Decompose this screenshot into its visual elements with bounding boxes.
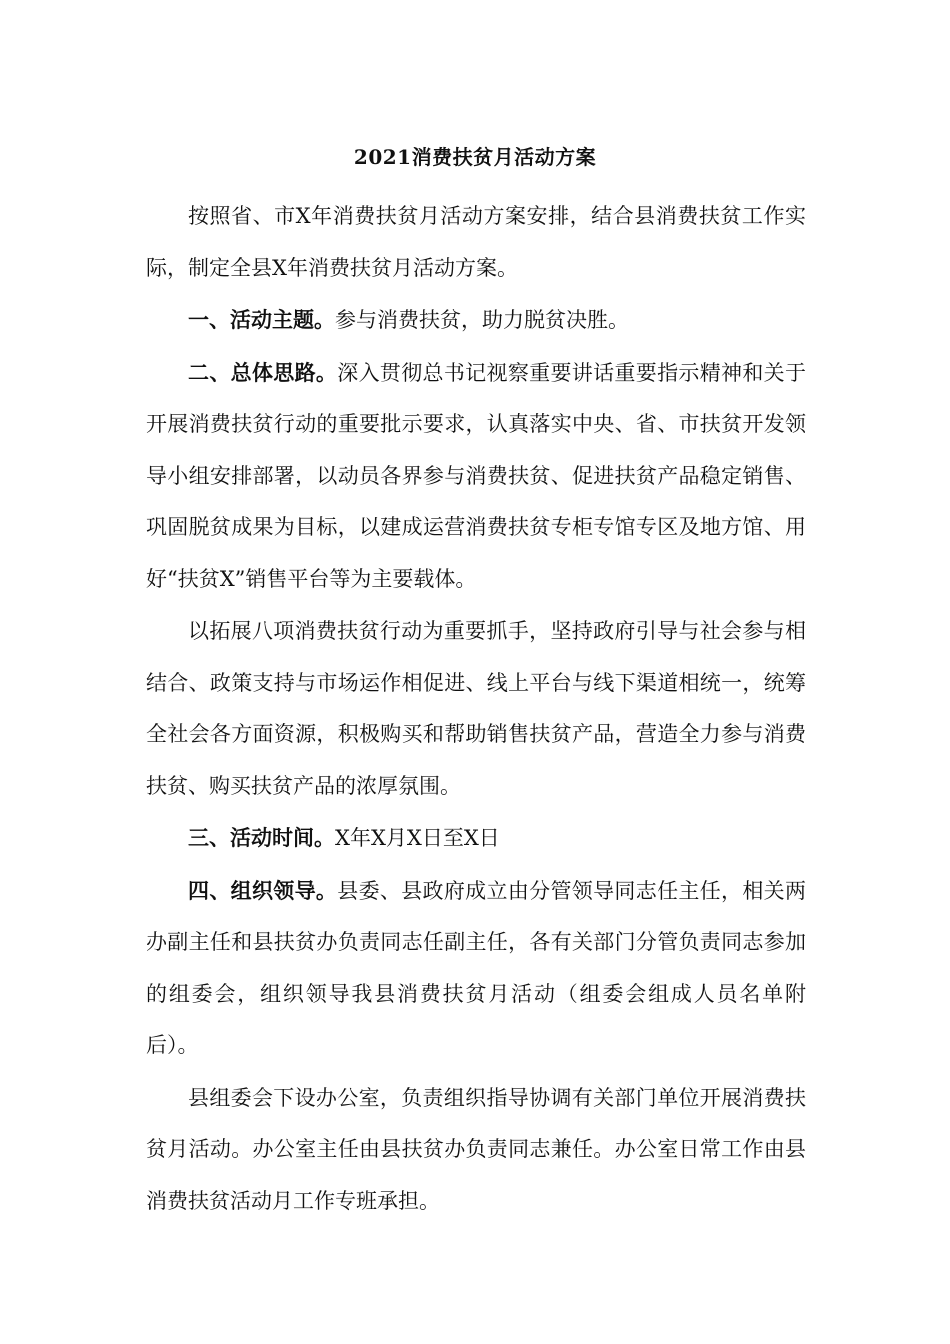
paragraph-text: X年X月X日至X日 [335, 826, 500, 850]
paragraph-text: 按照省、市X年消费扶贫月活动方案安排，结合县消费扶贫工作实际，制定全县X年消费扶贫月活动方案。 [146, 204, 806, 280]
paragraph-text: 县组委会下设办公室，负责组织指导协调有关部门单位开展消费扶贫月活动。办公室主任由县扶贫办负责同志兼任。办公室日常工作由县消费扶贫活动月工作专班承担。 [146, 1085, 806, 1213]
paragraph-time [146, 812, 806, 865]
paragraph-text: 参与消费扶贫，助力脱贫决胜。 [335, 308, 629, 332]
paragraph-theme [146, 294, 806, 347]
document-title: 2021消费扶贫月活动方案 [353, 145, 597, 169]
section-heading-theme: 一、活动主题。 [188, 307, 335, 332]
paragraph-leadership [146, 865, 806, 1072]
paragraph-intro [146, 190, 806, 294]
document-body [146, 190, 806, 1227]
paragraph-text: 深入贯彻总书记视察重要讲话重要指示精神和关于开展消费扶贫行动的重要批示要求，认真落实中央、省、市扶贫开发领导小组安排部署，以动员各界参与消费扶贫、促进扶贫产品稳定销售、巩固脱贫成果为目标，以建成运营消费扶贫专柜专馆专区及地方馆、用好“扶贫X”销售平台等为主要载体。 [146, 360, 806, 591]
paragraph-text: 以拓展八项消费扶贫行动为重要抓手，坚持政府引导与社会参与相结合、政策支持与市场运作相促进、线上平台与线下渠道相统一，统筹全社会各方面资源，积极购买和帮助销售扶贫产品，营造全力参与消费扶贫、购买扶贫产品的浓厚氛围。 [146, 619, 806, 798]
section-heading-time: 三、活动时间。 [188, 825, 335, 850]
section-heading-leadership: 四、组织领导。 [188, 877, 338, 903]
paragraph-approach-continued [146, 605, 806, 812]
paragraph-approach [146, 347, 806, 606]
section-heading-approach: 二、总体思路。 [188, 359, 338, 385]
paragraph-text: 县委、县政府成立由分管领导同志任主任，相关两办副主任和县扶贫办负责同志任副主任，各有关部门分管负责同志参加的组委会，组织领导我县消费扶贫月活动（组委会组成人员名单附后）。 [146, 878, 806, 1057]
paragraph-office [146, 1072, 806, 1228]
